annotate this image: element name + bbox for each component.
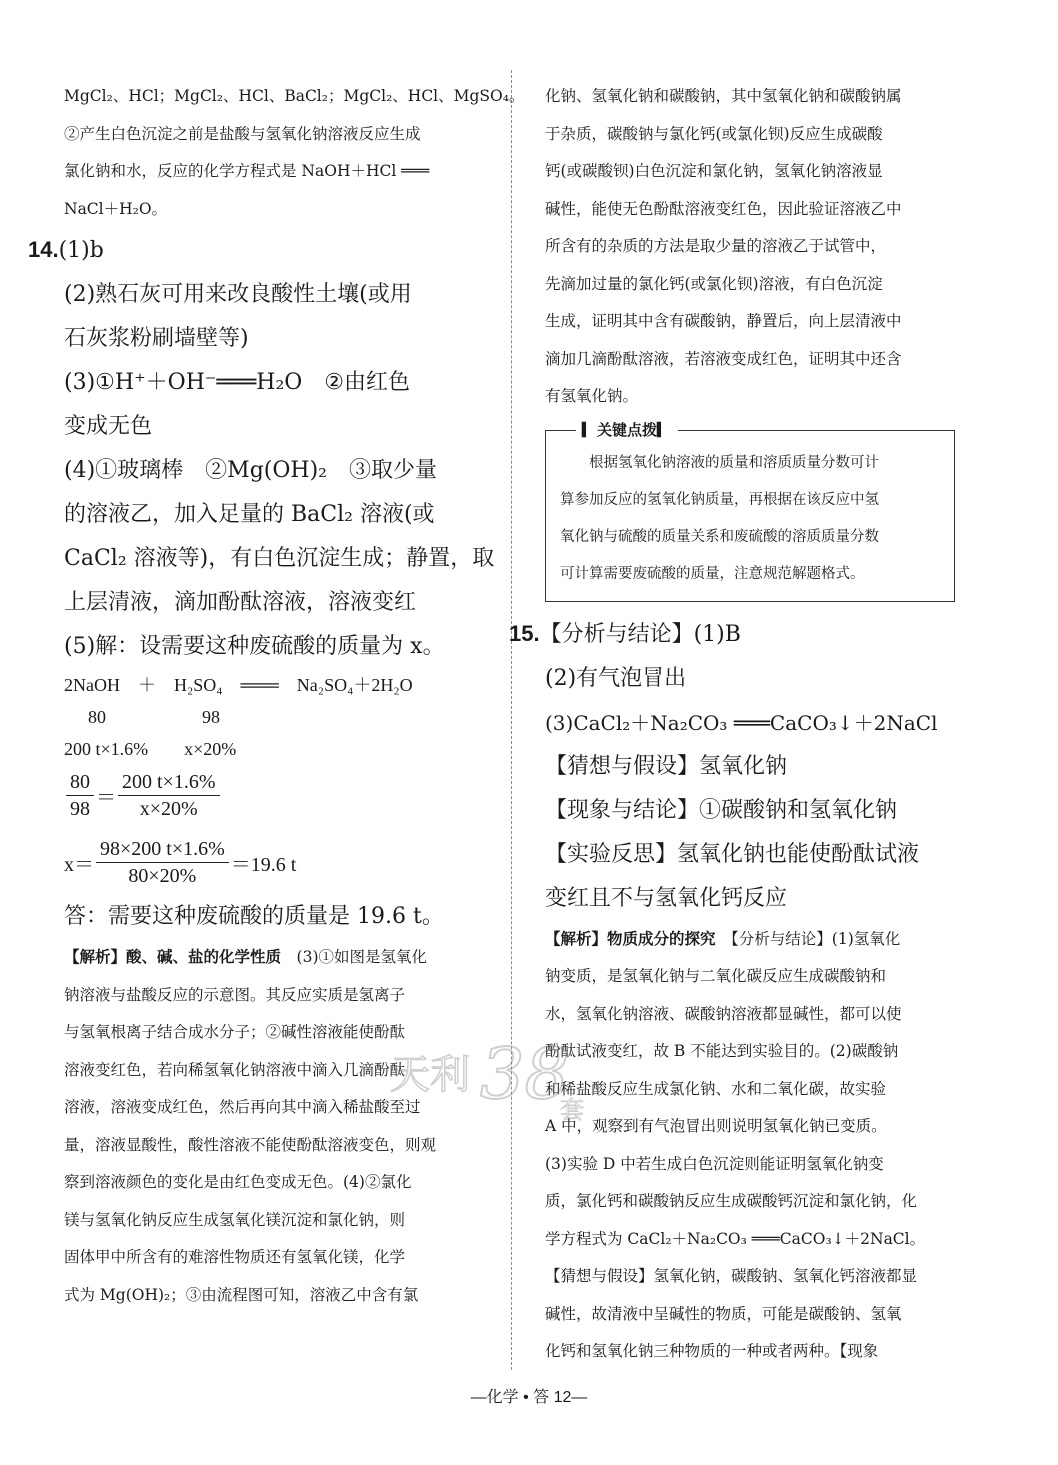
key-tips-box [545,421,955,602]
q14-part3a: (3)①H⁺＋OH⁻═══H₂O ②由红色 [64,370,411,395]
question-number-15: 15. [509,620,540,646]
analysis-line: 【解析】物质成分的探究 【分析与结论】(1)氢氧化 [545,929,901,948]
proportion-equation: $\frac{80}{98}$ ＝ $\frac{200 t\times 1.6\%}{x\times 20\%}$ [64,769,478,822]
analysis-line: 式为 Mg(OH)₂；③由流程图可知，溶液乙中含有氯 [64,1285,419,1304]
analysis-line: 与氢氧根离子结合成水分子；②碱性溶液能使酚酞 [64,1023,406,1041]
q15-part1: 15.【分析与结论】(1)B [509,620,741,647]
analysis-line: 溶液变红色，若向稀氢氧化钠溶液中滴入几滴酚酞 [64,1060,406,1079]
text-line: 所含有的杂质的方法是取少量的溶液乙于试管中， [545,237,887,255]
q14-part4c: CaCl₂ 溶液等)，有白色沉淀生成；静置，取 [64,546,495,571]
text-line: MgCl₂、HCl；MgCl₂、HCl、BaCl₂；MgCl₂、HCl、MgSO₄。 [64,87,525,105]
question-number-14: 14. [28,237,59,262]
text-line: 生成，证明其中含有碳酸钠，静置后，向上层清液中 [545,312,902,330]
q15-part6a: 【实验反思】氢氧化钠也能使酚酞试液 [545,841,920,867]
analysis-line: 学方程式为 CaCl₂＋Na₂CO₃ ═══CaCO₃↓＋2NaCl。 [545,1229,926,1248]
analysis-line: 水，氢氧化钠溶液、碳酸钠溶液都显碱性，都可以使 [545,1004,902,1023]
column-divider [511,70,512,1370]
analysis-line: 和稀盐酸反应生成氯化钠、水和二氧化碳，故实验 [545,1079,887,1098]
text-line: 于杂质，碳酸钠与氯化钙(或氯化钡)反应生成碳酸 [545,124,883,143]
svg-text:38: 38 [480,1033,570,1115]
analysis-line: 镁与氢氧化钠反应生成氢氧化镁沉淀和氯化钠，则 [64,1210,406,1229]
tip-line: 根据氢氧化钠溶液的质量和溶质质量分数可计 [560,454,879,471]
q15-part3: (3)CaCl₂＋Na₂CO₃ ═══CaCO₃↓＋2NaCl [545,710,938,735]
q15-part4: 【猜想与假设】氢氧化钠 [545,753,788,779]
svg-text:天利: 天利 [390,1052,470,1098]
q14-part1: 14.(1)b [28,237,104,263]
q14-part4b: 的溶液乙，加入足量的 BaCl₂ 溶液(或 [64,502,435,527]
mass-row: 200 t×1.6% x×20% [64,739,237,759]
watermark-logo [380,1018,600,1138]
q14-part4a: (4)①玻璃棒 ②Mg(OH)₂ ③取少量 [64,458,437,483]
tip-line: 算参加反应的氢氧化钠质量，再根据在该反应中氢 [560,491,879,508]
q14-part2b: 石灰浆粉刷墙壁等) [64,326,249,351]
analysis-line: 【解析】酸、碱、盐的化学性质 (3)①如图是氢氧化 [64,948,427,966]
text-line: 滴加几滴酚酞溶液，若溶液变成红色，证明其中还含 [545,349,902,368]
text-line: 钙(或碳酸钡)白色沉淀和氯化钠，氢氧化钠溶液显 [545,162,883,180]
text-line: 化钠、氢氧化钠和碳酸钠，其中氢氧化钠和碳酸钠属 [545,87,902,105]
analysis-line: 【猜想与假设】氢氧化钠，碳酸钠、氢氧化钙溶液都显 [545,1267,918,1285]
q15-part6b: 变红且不与氢氧化钙反应 [545,885,788,911]
chemical-equation: 2NaOH ＋ H₂SO₄ ═══ Na₂SO₄＋2H₂O [64,675,413,695]
q14-part5: (5)解：设需要这种废硫酸的质量为 x。 [64,634,445,659]
q14-part4d: 上层清液，滴加酚酞溶液，溶液变红 [64,590,417,615]
answer-line: 答：需要这种废硫酸的质量是 19.6 t。 [64,904,444,929]
key-tips-title: ▎关键点拨▎ [576,419,678,440]
analysis-line: 察到溶液颜色的变化是由红色变成无色。(4)②氯化 [64,1173,412,1191]
text-line: ②产生白色沉淀之前是盐酸与氢氧化钠溶液反应生成 [64,124,421,143]
q15-part2: (2)有气泡冒出 [545,665,687,691]
analysis-line: (3)实验 D 中若生成白色沉淀则能证明氢氧化钠变 [545,1154,884,1173]
text-line: 碱性，能使无色酚酞溶液变红色，因此验证溶液乙中 [545,199,902,218]
solution-equation: x＝ $\frac{98\times 200 t\times 1.6\%}{80\times 20\%}$ ＝19.6 t [64,838,297,887]
tip-line: 氧化钠与硫酸的质量关系和废硫酸的溶质质量分数 [560,528,879,545]
analysis-line: 钠变质，是氢氧化钠与二氧化碳反应生成碳酸钠和 [545,967,887,985]
analysis-tag: 【解析】酸、碱、盐的化学性质 [64,949,282,966]
svg-text:套: 套 [560,1096,584,1124]
text-line: 氯化钠和水，反应的化学方程式是 NaOH＋HCl ═══ [64,162,430,180]
analysis-tag: 【解析】物质成分的探究 [545,930,716,948]
analysis-line: 碱性，故清液中呈碱性的物质，可能是碳酸钠、氢氧 [545,1304,902,1323]
q14-part2a: (2)熟石灰可用来改良酸性土壤(或用 [64,282,412,307]
text-line: 有氢氧化钠。 [545,387,639,405]
analysis-line: 化钙和氢氧化钠三种物质的一种或者两种。【现象 [545,1342,879,1360]
analysis-line: 钠溶液与盐酸反应的示意图。其反应实质是氢离子 [64,985,406,1004]
analysis-line: 固体甲中所含有的难溶性物质还有氢氧化镁，化学 [64,1248,406,1266]
analysis-line: 量，溶液显酸性，酸性溶液不能使酚酞溶液变色，则观 [64,1135,437,1154]
analysis-line: A 中，观察到有气泡冒出则说明氢氧化钠已变质。 [545,1117,887,1135]
q15-part5: 【现象与结论】①碳酸钠和氢氧化钠 [545,797,898,823]
text-line: 先滴加过量的氯化钙(或氯化钡)溶液，有白色沉淀 [545,274,883,293]
tip-line: 可计算需要废硫酸的质量，注意规范解题格式。 [560,565,865,582]
analysis-line: 质，氯化钙和碳酸钠反应生成碳酸钙沉淀和氯化钠，化 [545,1192,918,1210]
page-footer: —化学 • 答 12— [470,1389,588,1406]
molar-mass-row: 80 98 [88,707,220,727]
q14-part3b: 变成无色 [64,414,153,439]
text-line: NaCl＋H₂O。 [64,199,168,218]
analysis-line: 酚酞试液变红，故 B 不能达到实验目的。(2)碳酸钠 [545,1042,899,1060]
analysis-line: 溶液，溶液变成红色，然后再向其中滴入稀盐酸至过 [64,1098,421,1116]
